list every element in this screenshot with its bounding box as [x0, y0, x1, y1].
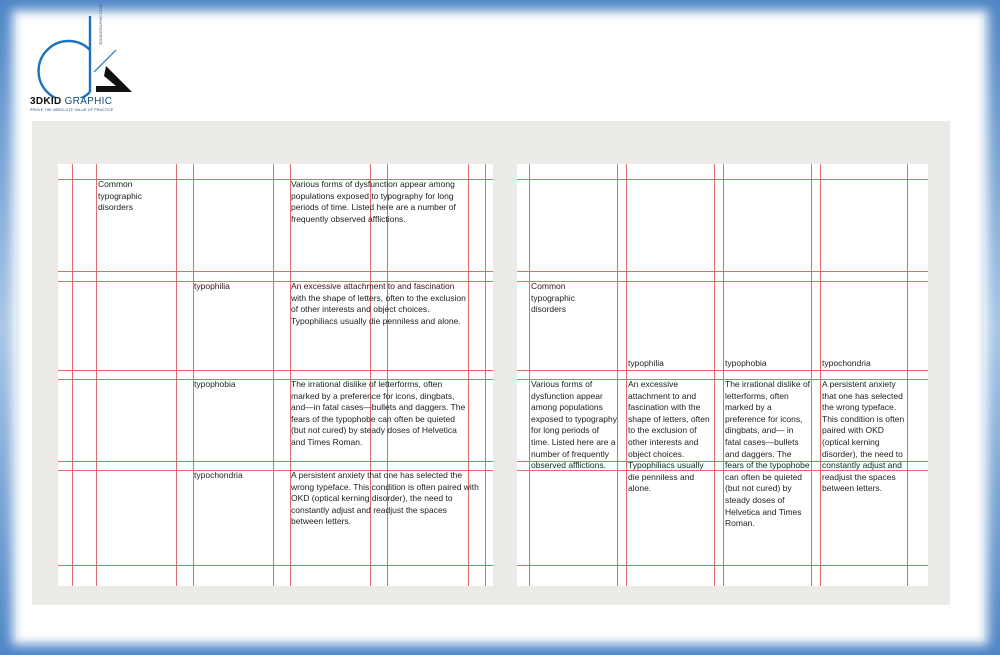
grid-line-v [820, 164, 821, 586]
brand-logo [28, 0, 138, 118]
logo-vertical-text: 3DKIDGRAPHIC.COM [98, 4, 103, 45]
grid-line-v [626, 164, 627, 586]
right-intro: Various forms of dysfunction appear among populations exposed to typography for long periods of time. Listed here are a number of frequently observed afflictions. [531, 379, 618, 471]
left-term-typochondria: typochondria [194, 470, 243, 480]
left-definition-typochondria: A persistent anxiety that one has selected the wrong typeface. This condition is often paired with OKD (optical kerning disorder), the need to constantly adjust and readjust the spaces between letters. [291, 470, 479, 527]
right-term-typophobia: typophobia [725, 358, 767, 368]
right-definition-typochondria: A persistent anxiety that one has selected the wrong typeface. This condition is often paired with OKD (optical kerning disorder), the need to constantly adjust and readjust the spaces between letters. [822, 379, 905, 494]
brand-name [30, 96, 112, 107]
right-term-typochondria: typochondria [822, 358, 871, 368]
grid-line-v [96, 164, 97, 586]
grid-line-h [517, 370, 928, 371]
right-heading: Common typographic disorders [531, 281, 575, 315]
grid-line-h [58, 565, 493, 566]
right-term-typophilia: typophilia [628, 358, 664, 368]
grid-line-h [517, 179, 928, 180]
left-intro: Various forms of dysfunction appear among populations exposed to typography for long periods of time. Listed here are a number of frequently observed afflictions. [291, 179, 456, 224]
grid-line-v [529, 164, 530, 586]
right-definition-typophobia: The irrational dislike of letterforms, often marked by a preference for icons, dingbats, and— in fatal cases—bullets and daggers. The fears of the typophobe can often be quieted (but not cured) by steady doses of Helvetica and Times Roman. [725, 379, 811, 529]
grid-line-h [517, 271, 928, 272]
grid-line-v [193, 164, 194, 586]
grid-line-v [485, 164, 486, 586]
grid-line-v [907, 164, 908, 586]
brand-tagline: PROVE THE ABSOLUTE VALUE OF PRACTICE [30, 108, 114, 112]
left-term-typophobia: typophobia [194, 379, 236, 389]
grid-line-v [714, 164, 715, 586]
brand-name-rest: GRAPHIC [61, 96, 113, 107]
grid-line-h [58, 461, 493, 462]
left-term-typophilia: typophilia [194, 281, 230, 291]
right-definition-typophilia: An excessive attachment to and fascination with the shape of letters, often to the exclusion of other interests and object choices. Typophiliacs usually die penniless and alone. [628, 379, 710, 494]
grid-line-h [58, 271, 493, 272]
left-definition-typophilia: An excessive attachment to and fascination with the shape of letters, often to the exclusion of other interests and object choices. Typophiliacs usually die penniless and alone. [291, 281, 466, 326]
dk-logo-icon [28, 0, 138, 98]
grid-line-h [517, 565, 928, 566]
brand-name-bold: 3DKID [30, 96, 62, 107]
grid-line-v [176, 164, 177, 586]
grid-line-v [617, 164, 618, 586]
grid-line-v [723, 164, 724, 586]
grid-line-v [811, 164, 812, 586]
grid-line-v [72, 164, 73, 586]
left-heading: Common typographic disorders [98, 179, 142, 213]
grid-line-h [58, 370, 493, 371]
left-page-spread [58, 164, 493, 586]
right-page-spread [517, 164, 928, 586]
left-definition-typophobia: The irrational dislike of letterforms, often marked by a preference for icons, dingbats, and—in fatal cases—bullets and daggers. The fears of the typophobe can often be quieted (but not cured) by steady doses of Helvetica and Times Roman. [291, 379, 466, 447]
grid-line-v [273, 164, 274, 586]
